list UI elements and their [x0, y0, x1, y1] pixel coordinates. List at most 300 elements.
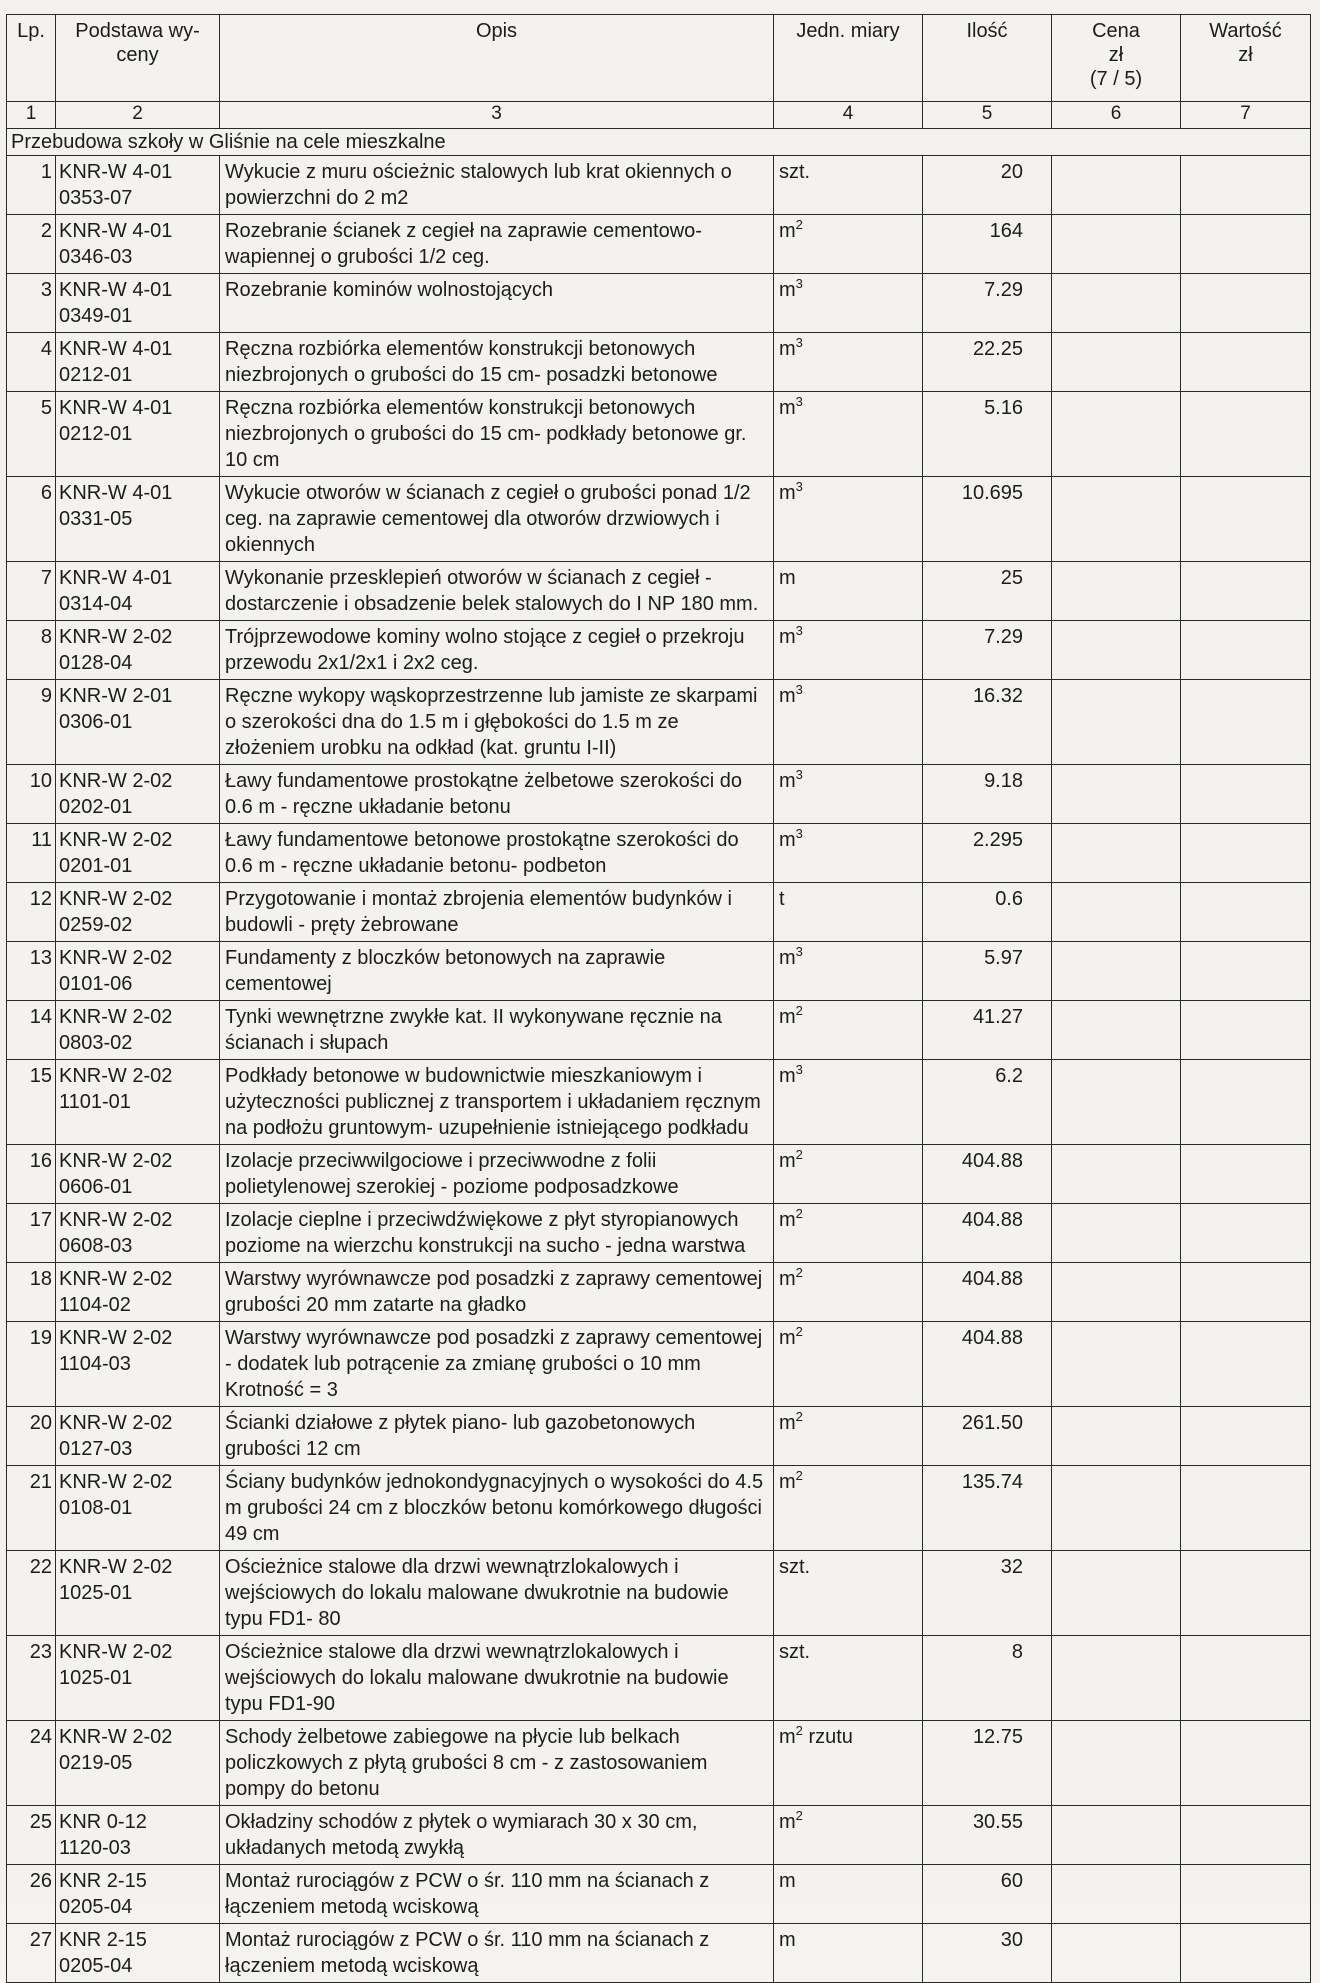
row-price: [1052, 392, 1181, 477]
row-code: [56, 621, 220, 680]
row-lp: 22: [7, 1551, 56, 1636]
row-price: [1052, 883, 1181, 942]
row-quantity: 404.88: [923, 1322, 1052, 1407]
row-description: [220, 1263, 774, 1322]
row-value: [1181, 156, 1311, 215]
row-code-catalog: KNR-W 2-02: [59, 1471, 173, 1493]
row-lp: 13: [7, 942, 56, 1001]
row-description-text: Rozebranie ścianek z cegieł na zaprawie cementowo-wapiennej o grubości 1/2 ceg.: [225, 220, 702, 268]
row-code: [56, 1924, 220, 1983]
column-number: 1: [7, 102, 56, 129]
unit-exponent: 2: [795, 1147, 803, 1162]
column-number: 3: [220, 102, 774, 129]
row-code: [56, 1636, 220, 1721]
row-code: [56, 1466, 220, 1551]
row-value: [1181, 1924, 1311, 1983]
table-row: [7, 333, 1311, 392]
row-quantity: 22.25: [923, 333, 1052, 392]
row-description-text: Wykonanie przesklepień otworów w ścianach z cegieł - dostarczenie i obsadzenie belek stalowych do I NP 180 mm.: [225, 567, 759, 615]
row-unit: [774, 883, 923, 942]
row-code: [56, 1865, 220, 1924]
unit-base: m: [779, 482, 796, 504]
row-code: [56, 1806, 220, 1865]
header-cena-text: Cena zł (7 / 5): [1089, 20, 1143, 90]
header-wartosc: [1181, 15, 1311, 102]
row-description: [220, 1551, 774, 1636]
unit-base: m: [779, 397, 796, 419]
row-quantity: 5.97: [923, 942, 1052, 1001]
row-code: [56, 1551, 220, 1636]
row-description-text: Warstwy wyrównawcze pod posadzki z zaprawy cementowej grubości 20 mm zatarte na gładko: [225, 1268, 763, 1316]
row-lp: 27: [7, 1924, 56, 1983]
table-row: [7, 1001, 1311, 1060]
row-unit: [774, 1924, 923, 1983]
row-quantity: 16.32: [923, 680, 1052, 765]
row-code-catalog: KNR-W 4-01: [59, 482, 173, 504]
row-code-position: 0606-01: [59, 1176, 133, 1198]
table-row: [7, 1924, 1311, 1983]
unit-exponent: 3: [795, 276, 803, 291]
row-lp: 19: [7, 1322, 56, 1407]
row-description-text: Tynki wewnętrzne zwykłe kat. II wykonywane ręcznie na ścianach i słupach: [225, 1006, 722, 1054]
table-row: [7, 824, 1311, 883]
row-lp: 3: [7, 274, 56, 333]
row-value: [1181, 765, 1311, 824]
table-row: [7, 1407, 1311, 1466]
row-code-catalog: KNR 2-15: [59, 1929, 147, 1951]
row-code-catalog: KNR-W 4-01: [59, 397, 173, 419]
row-lp: 17: [7, 1204, 56, 1263]
row-description-text: Izolacje przeciwwilgociowe i przeciwwodne z folii polietylenowej szerokiej - poziome podposadzkowe: [225, 1150, 679, 1198]
unit-exponent: 3: [795, 479, 803, 494]
unit-base: t: [779, 888, 785, 910]
row-unit: [774, 156, 923, 215]
row-value: [1181, 942, 1311, 1001]
unit-exponent: 2: [795, 1409, 803, 1424]
row-value: [1181, 1551, 1311, 1636]
row-code-catalog: KNR-W 4-01: [59, 279, 173, 301]
row-description: [220, 477, 774, 562]
row-quantity: 0.6: [923, 883, 1052, 942]
row-code-catalog: KNR-W 2-02: [59, 626, 173, 648]
row-code-catalog: KNR-W 2-02: [59, 1209, 173, 1231]
row-quantity: 135.74: [923, 1466, 1052, 1551]
row-unit: [774, 1060, 923, 1145]
row-price: [1052, 765, 1181, 824]
row-description: [220, 1322, 774, 1407]
row-value: [1181, 1806, 1311, 1865]
row-unit: [774, 1204, 923, 1263]
row-value: [1181, 215, 1311, 274]
row-unit: [774, 1636, 923, 1721]
row-code: [56, 1721, 220, 1806]
row-value: [1181, 1145, 1311, 1204]
row-code: [56, 765, 220, 824]
row-description-text: Fundamenty z bloczków betonowych na zaprawie cementowej: [225, 947, 666, 995]
row-lp: 12: [7, 883, 56, 942]
row-quantity: 30: [923, 1924, 1052, 1983]
row-description: [220, 1466, 774, 1551]
row-value: [1181, 562, 1311, 621]
row-description-text: Ławy fundamentowe prostokątne żelbetowe szerokości do 0.6 m - ręczne układanie betonu: [225, 770, 742, 818]
unit-base: m: [779, 567, 796, 589]
header-podstawa-text: Podstawa wy- ceny: [75, 20, 200, 66]
row-code: [56, 333, 220, 392]
row-price: [1052, 1145, 1181, 1204]
row-price: [1052, 942, 1181, 1001]
row-description: [220, 1924, 774, 1983]
row-value: [1181, 1322, 1311, 1407]
row-description-text: Podkłady betonowe w budownictwie mieszkaniowym i użyteczności publicznej z transportem i układaniem ręcznym na podłożu gruntowym- uzupełnienie istniejącego podkładu: [225, 1065, 761, 1139]
row-description: [220, 680, 774, 765]
row-code: [56, 883, 220, 942]
row-code-catalog: KNR-W 2-02: [59, 1268, 173, 1290]
unit-suffix: rzutu: [802, 1726, 853, 1748]
row-description: [220, 1721, 774, 1806]
row-quantity: 404.88: [923, 1204, 1052, 1263]
table-row: [7, 274, 1311, 333]
table-row: [7, 1204, 1311, 1263]
row-description-text: Schody żelbetowe zabiegowe na płycie lub belkach policzkowych z płytą grubości 8 cm - z zastosowaniem pompy do betonu: [225, 1726, 708, 1800]
row-value: [1181, 1636, 1311, 1721]
table-row: [7, 883, 1311, 942]
row-code: [56, 1145, 220, 1204]
row-price: [1052, 1001, 1181, 1060]
row-code-catalog: KNR-W 2-02: [59, 1726, 173, 1748]
header-cena: [1052, 15, 1181, 102]
row-code-position: 0608-03: [59, 1235, 133, 1257]
row-lp: 20: [7, 1407, 56, 1466]
row-code-catalog: KNR-W 2-02: [59, 1006, 173, 1028]
unit-base: m: [779, 685, 796, 707]
row-description-text: Okładziny schodów z płytek o wymiarach 30 x 30 cm, układanych metodą zwykłą: [225, 1811, 698, 1859]
table-row: [7, 942, 1311, 1001]
row-lp: 14: [7, 1001, 56, 1060]
unit-base: szt.: [779, 1556, 811, 1578]
row-value: [1181, 1204, 1311, 1263]
row-code-position: 0259-02: [59, 914, 133, 936]
column-number: 2: [56, 102, 220, 129]
row-unit: [774, 1407, 923, 1466]
unit-exponent: 2: [795, 1003, 803, 1018]
row-description: [220, 1806, 774, 1865]
row-code-position: 0127-03: [59, 1438, 133, 1460]
row-quantity: 164: [923, 215, 1052, 274]
unit-base: m: [779, 947, 796, 969]
row-code-position: 1101-01: [59, 1091, 131, 1113]
row-price: [1052, 1924, 1181, 1983]
row-lp: 26: [7, 1865, 56, 1924]
row-description-text: Montaż rurociągów z PCW o śr. 110 mm na ścianach z łączeniem metodą wciskową: [225, 1870, 710, 1918]
table-row: [7, 215, 1311, 274]
row-unit: [774, 680, 923, 765]
unit-exponent: 2: [795, 1468, 803, 1483]
unit-base: m: [779, 829, 796, 851]
table-body: [7, 156, 1311, 1983]
row-description-text: Ręczna rozbiórka elementów konstrukcji betonowych niezbrojonych o grubości do 15 cm- podkłady betonowe gr. 10 cm: [225, 397, 747, 471]
row-code: [56, 680, 220, 765]
row-code: [56, 1060, 220, 1145]
table-row: [7, 1145, 1311, 1204]
row-lp: 24: [7, 1721, 56, 1806]
row-price: [1052, 1551, 1181, 1636]
unit-base: m: [779, 279, 796, 301]
unit-exponent: 3: [795, 682, 803, 697]
row-description-text: Wykucie z muru ościeżnic stalowych lub krat okiennych o powierzchni do 2 m2: [225, 161, 732, 209]
row-description: [220, 883, 774, 942]
table-row: [7, 1322, 1311, 1407]
row-description: [220, 1407, 774, 1466]
column-number: 6: [1052, 102, 1181, 129]
row-price: [1052, 1865, 1181, 1924]
row-code-position: 1104-02: [59, 1294, 131, 1316]
unit-exponent: 2: [795, 217, 803, 232]
row-code-catalog: KNR-W 4-01: [59, 338, 173, 360]
header-opis: Opis: [220, 15, 774, 102]
row-description: [220, 333, 774, 392]
row-price: [1052, 1407, 1181, 1466]
row-code-position: 0349-01: [59, 305, 133, 327]
row-code-position: 0128-04: [59, 652, 133, 674]
row-price: [1052, 562, 1181, 621]
row-quantity: 404.88: [923, 1263, 1052, 1322]
row-code-position: 1025-01: [59, 1667, 133, 1689]
row-lp: 9: [7, 680, 56, 765]
row-code-catalog: KNR-W 2-02: [59, 770, 173, 792]
unit-exponent: 3: [795, 944, 803, 959]
row-lp: 8: [7, 621, 56, 680]
row-value: [1181, 1466, 1311, 1551]
unit-base: m: [779, 1870, 796, 1892]
row-lp: 11: [7, 824, 56, 883]
table-row: [7, 1865, 1311, 1924]
row-code: [56, 1322, 220, 1407]
row-description-text: Ścianki działowe z płytek piano- lub gazobetonowych grubości 12 cm: [225, 1412, 696, 1460]
row-code-catalog: KNR-W 2-02: [59, 947, 173, 969]
table-row: [7, 765, 1311, 824]
row-quantity: 261.50: [923, 1407, 1052, 1466]
row-unit: [774, 274, 923, 333]
row-unit: [774, 1466, 923, 1551]
row-unit: [774, 942, 923, 1001]
row-unit: [774, 1721, 923, 1806]
header-wartosc-text: Wartość zł: [1209, 20, 1282, 66]
row-value: [1181, 392, 1311, 477]
row-code: [56, 1407, 220, 1466]
row-code-position: 1104-03: [59, 1353, 131, 1375]
row-code: [56, 156, 220, 215]
row-description: [220, 942, 774, 1001]
row-description: [220, 274, 774, 333]
row-code-catalog: KNR-W 4-01: [59, 220, 173, 242]
column-number-row: [7, 102, 1311, 129]
row-quantity: 2.295: [923, 824, 1052, 883]
table-row: [7, 1636, 1311, 1721]
row-unit: [774, 333, 923, 392]
unit-base: m: [779, 1006, 796, 1028]
row-description: [220, 824, 774, 883]
row-description: [220, 1865, 774, 1924]
row-unit: [774, 477, 923, 562]
row-value: [1181, 621, 1311, 680]
row-value: [1181, 1407, 1311, 1466]
row-code-catalog: KNR-W 2-02: [59, 829, 173, 851]
row-price: [1052, 1806, 1181, 1865]
unit-base: m: [779, 770, 796, 792]
row-code-position: 0201-01: [59, 855, 133, 877]
row-code-catalog: KNR 2-15: [59, 1870, 147, 1892]
row-quantity: 6.2: [923, 1060, 1052, 1145]
row-description-text: Przygotowanie i montaż zbrojenia elementów budynków i budowli - pręty żebrowane: [225, 888, 732, 936]
row-quantity: 9.18: [923, 765, 1052, 824]
table-row: [7, 1551, 1311, 1636]
row-code-catalog: KNR-W 2-02: [59, 1327, 173, 1349]
row-lp: 1: [7, 156, 56, 215]
row-code-position: 0346-03: [59, 246, 133, 268]
unit-exponent: 3: [795, 767, 803, 782]
row-price: [1052, 1636, 1181, 1721]
row-price: [1052, 156, 1181, 215]
column-number: 7: [1181, 102, 1311, 129]
row-value: [1181, 680, 1311, 765]
row-unit: [774, 392, 923, 477]
unit-base: m: [779, 1726, 796, 1748]
row-lp: 4: [7, 333, 56, 392]
row-description-text: Trójprzewodowe kominy wolno stojące z cegieł o przekroju przewodu 2x1/2x1 i 2x2 ceg.: [225, 626, 745, 674]
row-code-position: 0212-01: [59, 423, 133, 445]
row-description: [220, 392, 774, 477]
row-unit: [774, 562, 923, 621]
row-code-catalog: KNR-W 2-02: [59, 1412, 173, 1434]
row-quantity: 32: [923, 1551, 1052, 1636]
row-description-note: Krotność = 3: [225, 1379, 338, 1401]
unit-exponent: 3: [795, 335, 803, 350]
row-lp: 10: [7, 765, 56, 824]
row-unit: [774, 1806, 923, 1865]
row-description-text: Wykucie otworów w ścianach z cegieł o grubości ponad 1/2 ceg. na zaprawie cementowej dla otworów drzwiowych i okiennych: [225, 482, 751, 556]
row-description: [220, 562, 774, 621]
row-quantity: 41.27: [923, 1001, 1052, 1060]
row-code: [56, 1204, 220, 1263]
header-lp: Lp.: [7, 15, 56, 102]
row-lp: 25: [7, 1806, 56, 1865]
unit-base: m: [779, 1327, 796, 1349]
unit-exponent: 3: [795, 623, 803, 638]
row-description: [220, 1001, 774, 1060]
row-code: [56, 562, 220, 621]
row-unit: [774, 1865, 923, 1924]
row-price: [1052, 477, 1181, 562]
row-unit: [774, 824, 923, 883]
row-description-text: Ręczne wykopy wąskoprzestrzenne lub jamiste ze skarpami o szerokości dna do 1.5 m i głębokości do 1.5 m ze złożeniem urobku na odkład (kat. gruntu I-II): [225, 685, 758, 759]
row-value: [1181, 1060, 1311, 1145]
row-code: [56, 392, 220, 477]
row-lp: 23: [7, 1636, 56, 1721]
header-podstawa: [56, 15, 220, 102]
row-code-position: 0219-05: [59, 1752, 133, 1774]
row-description: [220, 1060, 774, 1145]
row-unit: [774, 1263, 923, 1322]
row-lp: 7: [7, 562, 56, 621]
row-price: [1052, 1204, 1181, 1263]
unit-base: m: [779, 1811, 796, 1833]
row-code-catalog: KNR-W 4-01: [59, 567, 173, 589]
unit-base: szt.: [779, 1641, 811, 1663]
row-description-text: Ręczna rozbiórka elementów konstrukcji betonowych niezbrojonych o grubości do 15 cm- posadzki betonowe: [225, 338, 718, 386]
row-unit: [774, 1551, 923, 1636]
unit-base: m: [779, 1150, 796, 1172]
row-value: [1181, 824, 1311, 883]
row-value: [1181, 274, 1311, 333]
unit-base: m: [779, 1209, 796, 1231]
row-code: [56, 215, 220, 274]
column-number: 4: [774, 102, 923, 129]
row-description-text: Ławy fundamentowe betonowe prostokątne szerokości do 0.6 m - ręczne układanie betonu- podbeton: [225, 829, 739, 877]
row-description-text: Warstwy wyrównawcze pod posadzki z zaprawy cementowej - dodatek lub potrącenie za zmianę grubości o 10 mm: [225, 1327, 763, 1375]
row-code: [56, 1263, 220, 1322]
unit-base: m: [779, 1412, 796, 1434]
table-row: [7, 621, 1311, 680]
row-price: [1052, 824, 1181, 883]
row-code-catalog: KNR-W 2-02: [59, 888, 173, 910]
row-quantity: 7.29: [923, 274, 1052, 333]
unit-base: m: [779, 626, 796, 648]
row-lp: 6: [7, 477, 56, 562]
row-code-position: 0353-07: [59, 187, 133, 209]
table-row: [7, 156, 1311, 215]
row-price: [1052, 1263, 1181, 1322]
row-quantity: 30.55: [923, 1806, 1052, 1865]
row-value: [1181, 1001, 1311, 1060]
unit-exponent: 2: [795, 1324, 803, 1339]
table-row: [7, 477, 1311, 562]
unit-exponent: 2: [795, 1206, 803, 1221]
row-quantity: 25: [923, 562, 1052, 621]
table-row: [7, 392, 1311, 477]
row-description: [220, 1204, 774, 1263]
table-row: [7, 562, 1311, 621]
table-row: [7, 1721, 1311, 1806]
row-unit: [774, 1322, 923, 1407]
row-price: [1052, 215, 1181, 274]
table-row: [7, 1466, 1311, 1551]
row-code-catalog: KNR 0-12: [59, 1811, 147, 1833]
row-code-position: 0202-01: [59, 796, 133, 818]
row-price: [1052, 621, 1181, 680]
row-code-catalog: KNR-W 2-02: [59, 1641, 173, 1663]
unit-exponent: 3: [795, 826, 803, 841]
row-quantity: 20: [923, 156, 1052, 215]
row-unit: [774, 1001, 923, 1060]
header-jedn: Jedn. miary: [774, 15, 923, 102]
row-code-position: 0101-06: [59, 973, 133, 995]
header-row: [7, 15, 1311, 102]
table-row: [7, 1263, 1311, 1322]
row-price: [1052, 1322, 1181, 1407]
table-row: [7, 1806, 1311, 1865]
row-lp: 21: [7, 1466, 56, 1551]
row-description-text: Ościeżnice stalowe dla drzwi wewnątrzlokalowych i wejściowych do lokalu malowane dwukrotnie na budowie typu FD1-90: [225, 1641, 729, 1715]
unit-base: m: [779, 1471, 796, 1493]
table-row: [7, 1060, 1311, 1145]
row-description: [220, 215, 774, 274]
row-description-text: Izolacje cieplne i przeciwdźwiękowe z płyt styropianowych poziome na wierzchu konstrukcji na sucho - jedna warstwa: [225, 1209, 746, 1257]
row-value: [1181, 1865, 1311, 1924]
row-code-catalog: KNR-W 4-01: [59, 161, 173, 183]
row-code-catalog: KNR-W 2-01: [59, 685, 173, 707]
row-code-position: 0205-04: [59, 1896, 133, 1918]
row-description: [220, 1145, 774, 1204]
